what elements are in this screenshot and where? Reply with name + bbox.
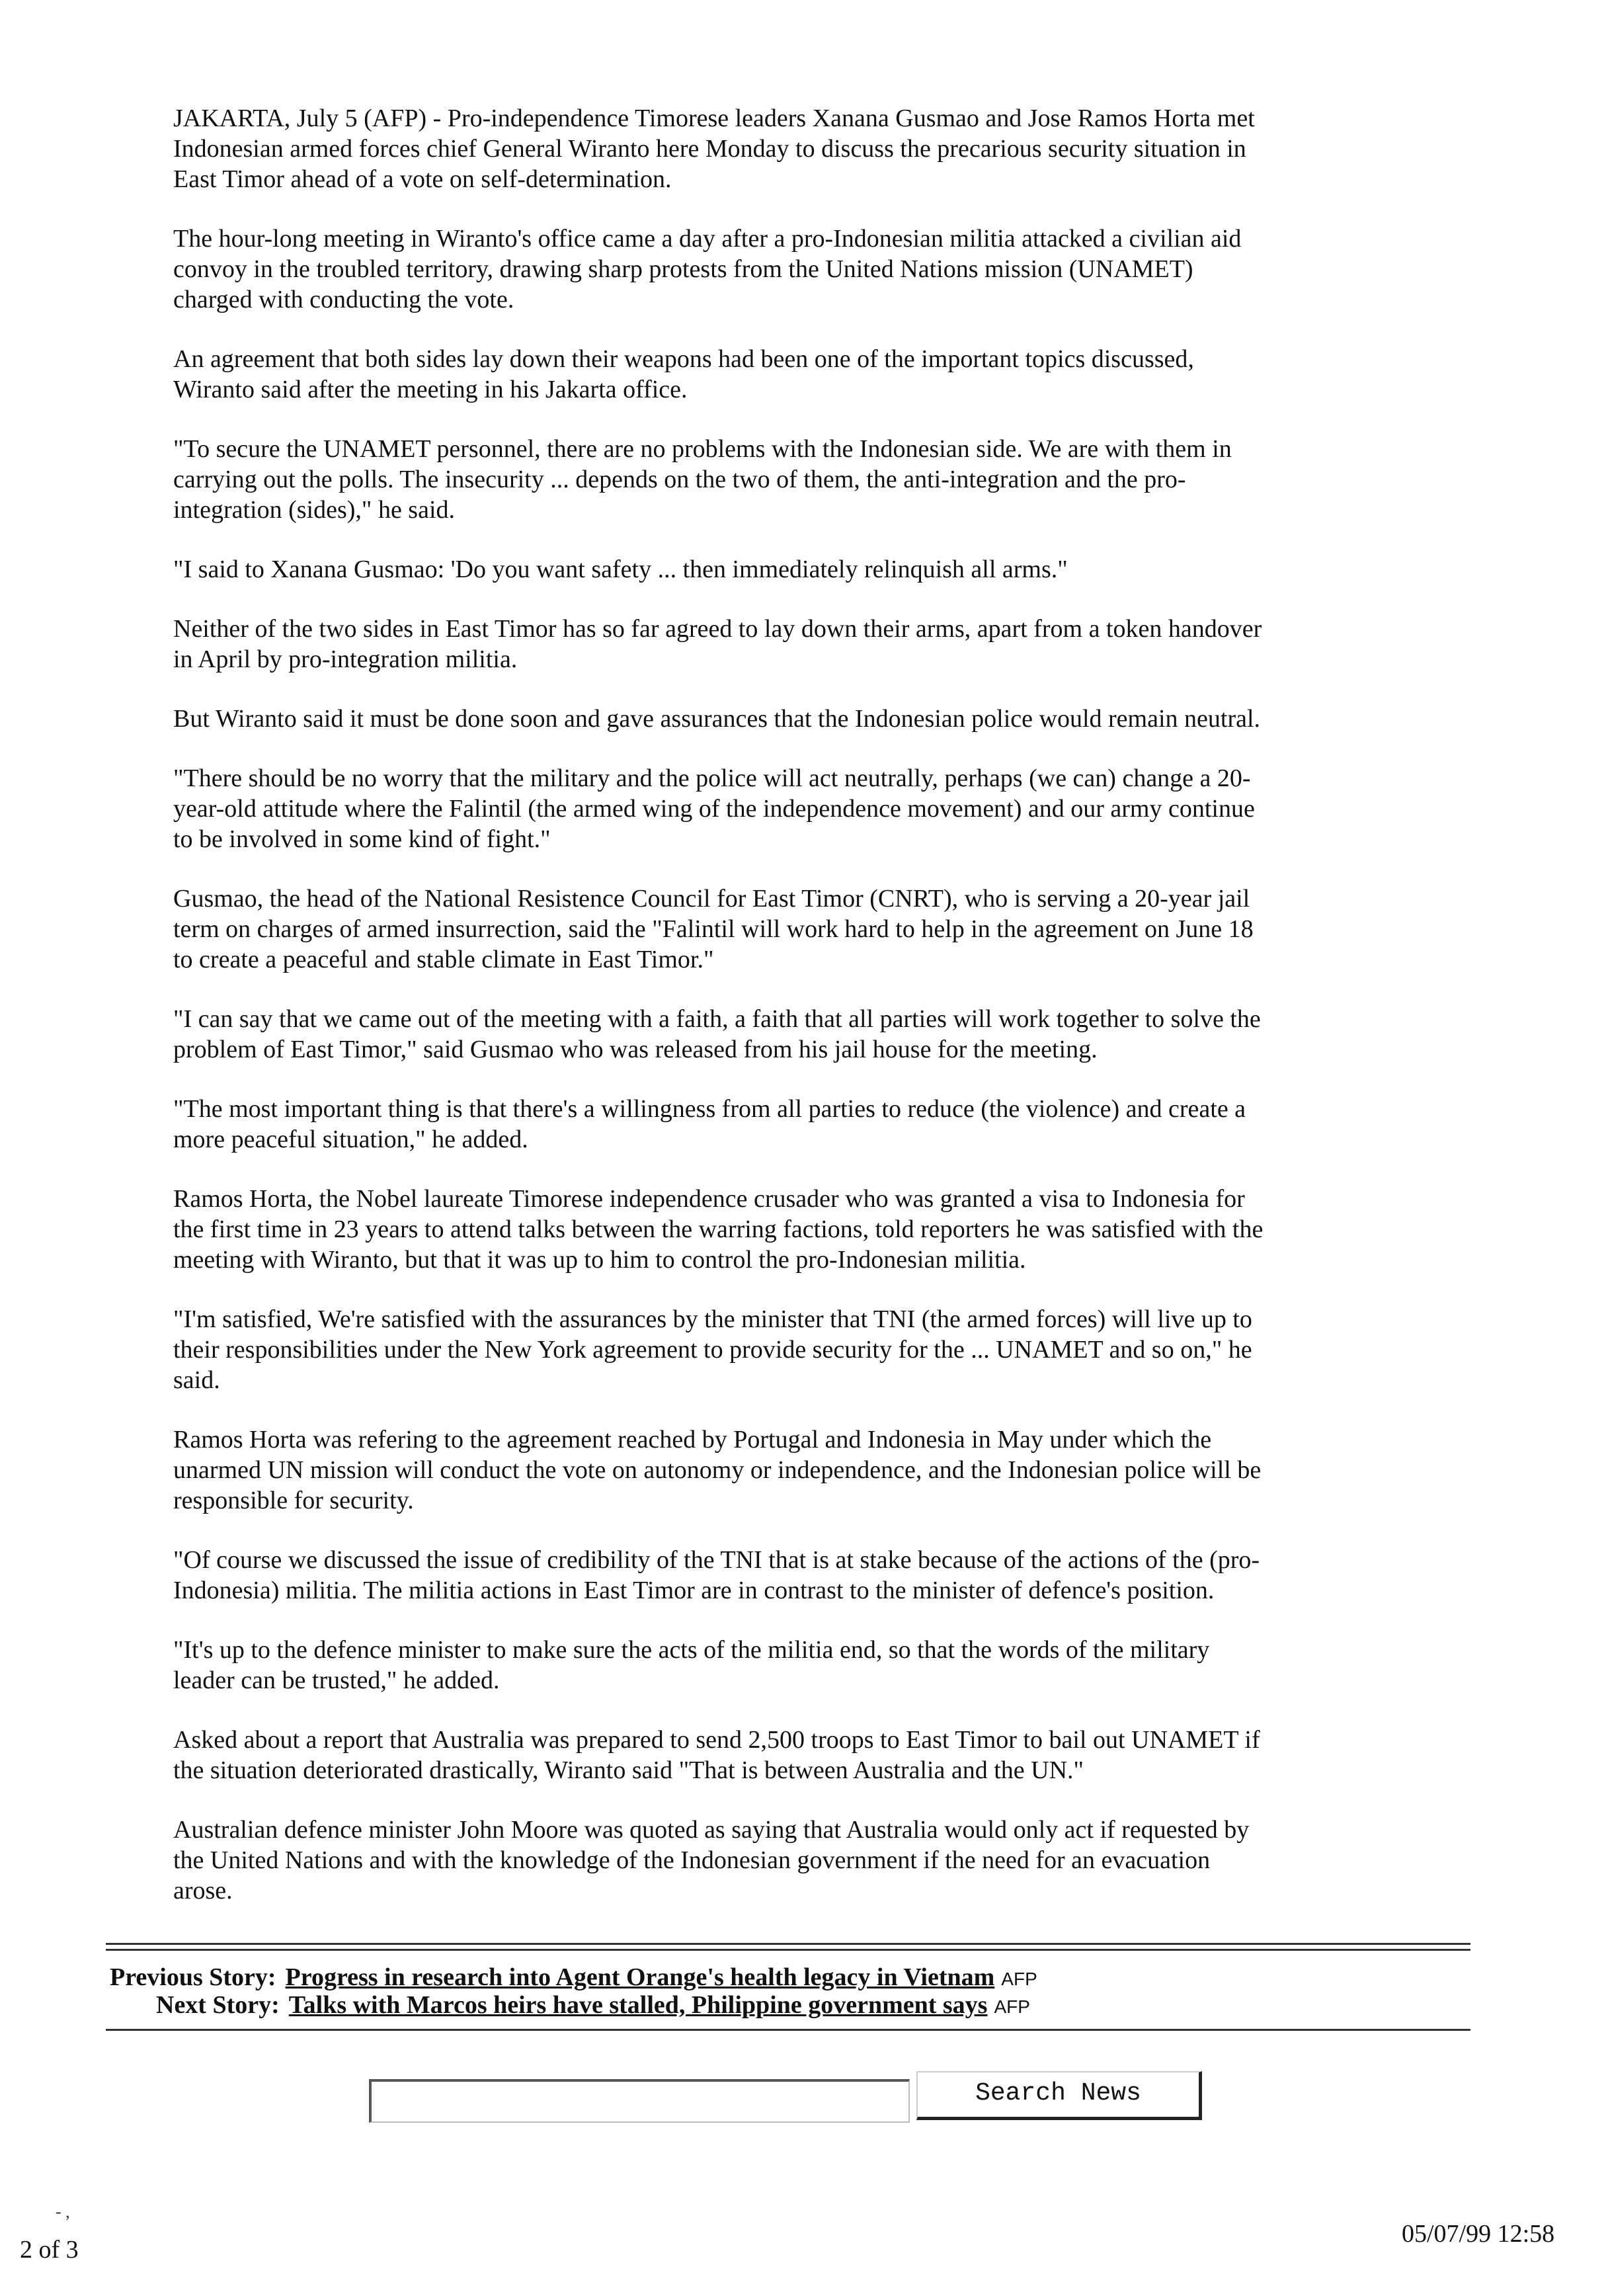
next-story-source: AFP [994, 1996, 1030, 2017]
next-story-label: Next Story: [156, 1991, 280, 2019]
previous-story-source: AFP [1001, 1969, 1037, 1989]
next-story-row [156, 1990, 1030, 2022]
article-paragraph: The hour-long meeting in Wiranto's office came a day after a pro-Indonesian militia attacked a civilian aid convoy in the troubled territory, drawing sharp protests from the United Nations mission (UNAMET) charged with conducting the vote. [173, 225, 1242, 313]
page-number: 2 of 3 [20, 2236, 79, 2264]
scan-marks: - , [56, 2202, 70, 2221]
search-news-input[interactable] [369, 2079, 910, 2123]
search-news-button[interactable]: Search News [916, 2071, 1202, 2120]
article-paragraph: "To secure the UNAMET personnel, there are no problems with the Indonesian side. We are with them in carrying out the polls. The insecurity ... depends on the two of them, the anti-integration and the pro-integration (sides)," he said. [173, 435, 1232, 524]
previous-story-label: Previous Story: [110, 1963, 276, 1991]
article-paragraph: Gusmao, the head of the National Resistence Council for East Timor (CNRT), who is serving a 20-year jail term on charges of armed insurrection, said the "Falintil will work hard to help in the agreement on June 18 to create a peaceful and stable climate in East Timor." [173, 885, 1254, 973]
article-paragraph: "I'm satisfied, We're satisfied with the assurances by the minister that TNI (the armed forces) will live up to their responsibilities under the New York agreement to provide security for the ... UNAMET and so on," he said. [173, 1305, 1252, 1394]
article-paragraph: Neither of the two sides in East Timor has so far agreed to lay down their arms, apart from a token handover in April by pro-integration militia. [173, 615, 1262, 673]
article-paragraph: JAKARTA, July 5 (AFP) - Pro-independence Timorese leaders Xanana Gusmao and Jose Ramos Horta met Indonesian armed forces chief General Wiranto here Monday to discuss the precarious security situation in East Timor ahead of a vote on self-determination. [173, 104, 1255, 193]
print-datetime: 05/07/99 12:58 [1402, 2220, 1555, 2248]
article-paragraph: "Of course we discussed the issue of credibility of the TNI that is at stake because of the actions of the (pro-Indonesia) militia. The militia actions in East Timor are in contrast to the minister of defence's position. [173, 1546, 1260, 1604]
article-paragraph: "The most important thing is that there's a willingness from all parties to reduce (the violence) and create a more peaceful situation," he added. [173, 1095, 1246, 1153]
article-paragraph: But Wiranto said it must be done soon and gave assurances that the Indonesian police would remain neutral. [173, 705, 1261, 733]
article-paragraph: An agreement that both sides lay down their weapons had been one of the important topics discussed, Wiranto said after the meeting in his Jakarta office. [173, 345, 1194, 403]
previous-story-link[interactable]: Progress in research into Agent Orange's health legacy in Vietnam [285, 1963, 995, 1991]
article-paragraph: Asked about a report that Australia was prepared to send 2,500 troops to East Timor to bail out UNAMET if the situation deteriorated drastically, Wiranto said "That is between Australia and the UN." [173, 1726, 1260, 1784]
article-paragraph: "I said to Xanana Gusmao: 'Do you want safety ... then immediately relinquish all arms." [173, 555, 1068, 583]
article-paragraph: Ramos Horta, the Nobel laureate Timorese independence crusader who was granted a visa to Indonesia for the first time in 23 years to attend talks between the warring factions, told reporters he was satisfied with the meeting with Wiranto, but that it was up to him to control the pro-Indonesian militia. [173, 1185, 1264, 1274]
article-paragraph: "I can say that we came out of the meeting with a faith, a faith that all parties will work together to solve the problem of East Timor," said Gusmao who was released from his jail house for the meeting. [173, 1005, 1261, 1063]
article-paragraph: Australian defence minister John Moore was quoted as saying that Australia would only act if requested by the United Nations and with the knowledge of the Indonesian government if the need for an evacuation arose. [173, 1816, 1250, 1905]
article-paragraph: "There should be no worry that the military and the police will act neutrally, perhaps (we can) change a 20-year-old attitude where the Falintil (the armed wing of the independence movement) and our army continue to be involved in some kind of fight." [173, 764, 1255, 853]
article-body [173, 103, 1271, 1935]
previous-story-row [110, 1963, 1037, 1994]
divider-bottom [106, 2029, 1470, 2031]
divider-top [106, 1943, 1470, 1951]
next-story-link[interactable]: Talks with Marcos heirs have stalled, Philippine government says [288, 1991, 988, 2019]
article-paragraph: Ramos Horta was refering to the agreement reached by Portugal and Indonesia in May under which the unarmed UN mission will conduct the vote on autonomy or independence, and the Indonesian police will be responsible for security. [173, 1426, 1262, 1514]
article-paragraph: "It's up to the defence minister to make sure the acts of the militia end, so that the words of the military leader can be trusted," he added. [173, 1636, 1210, 1694]
